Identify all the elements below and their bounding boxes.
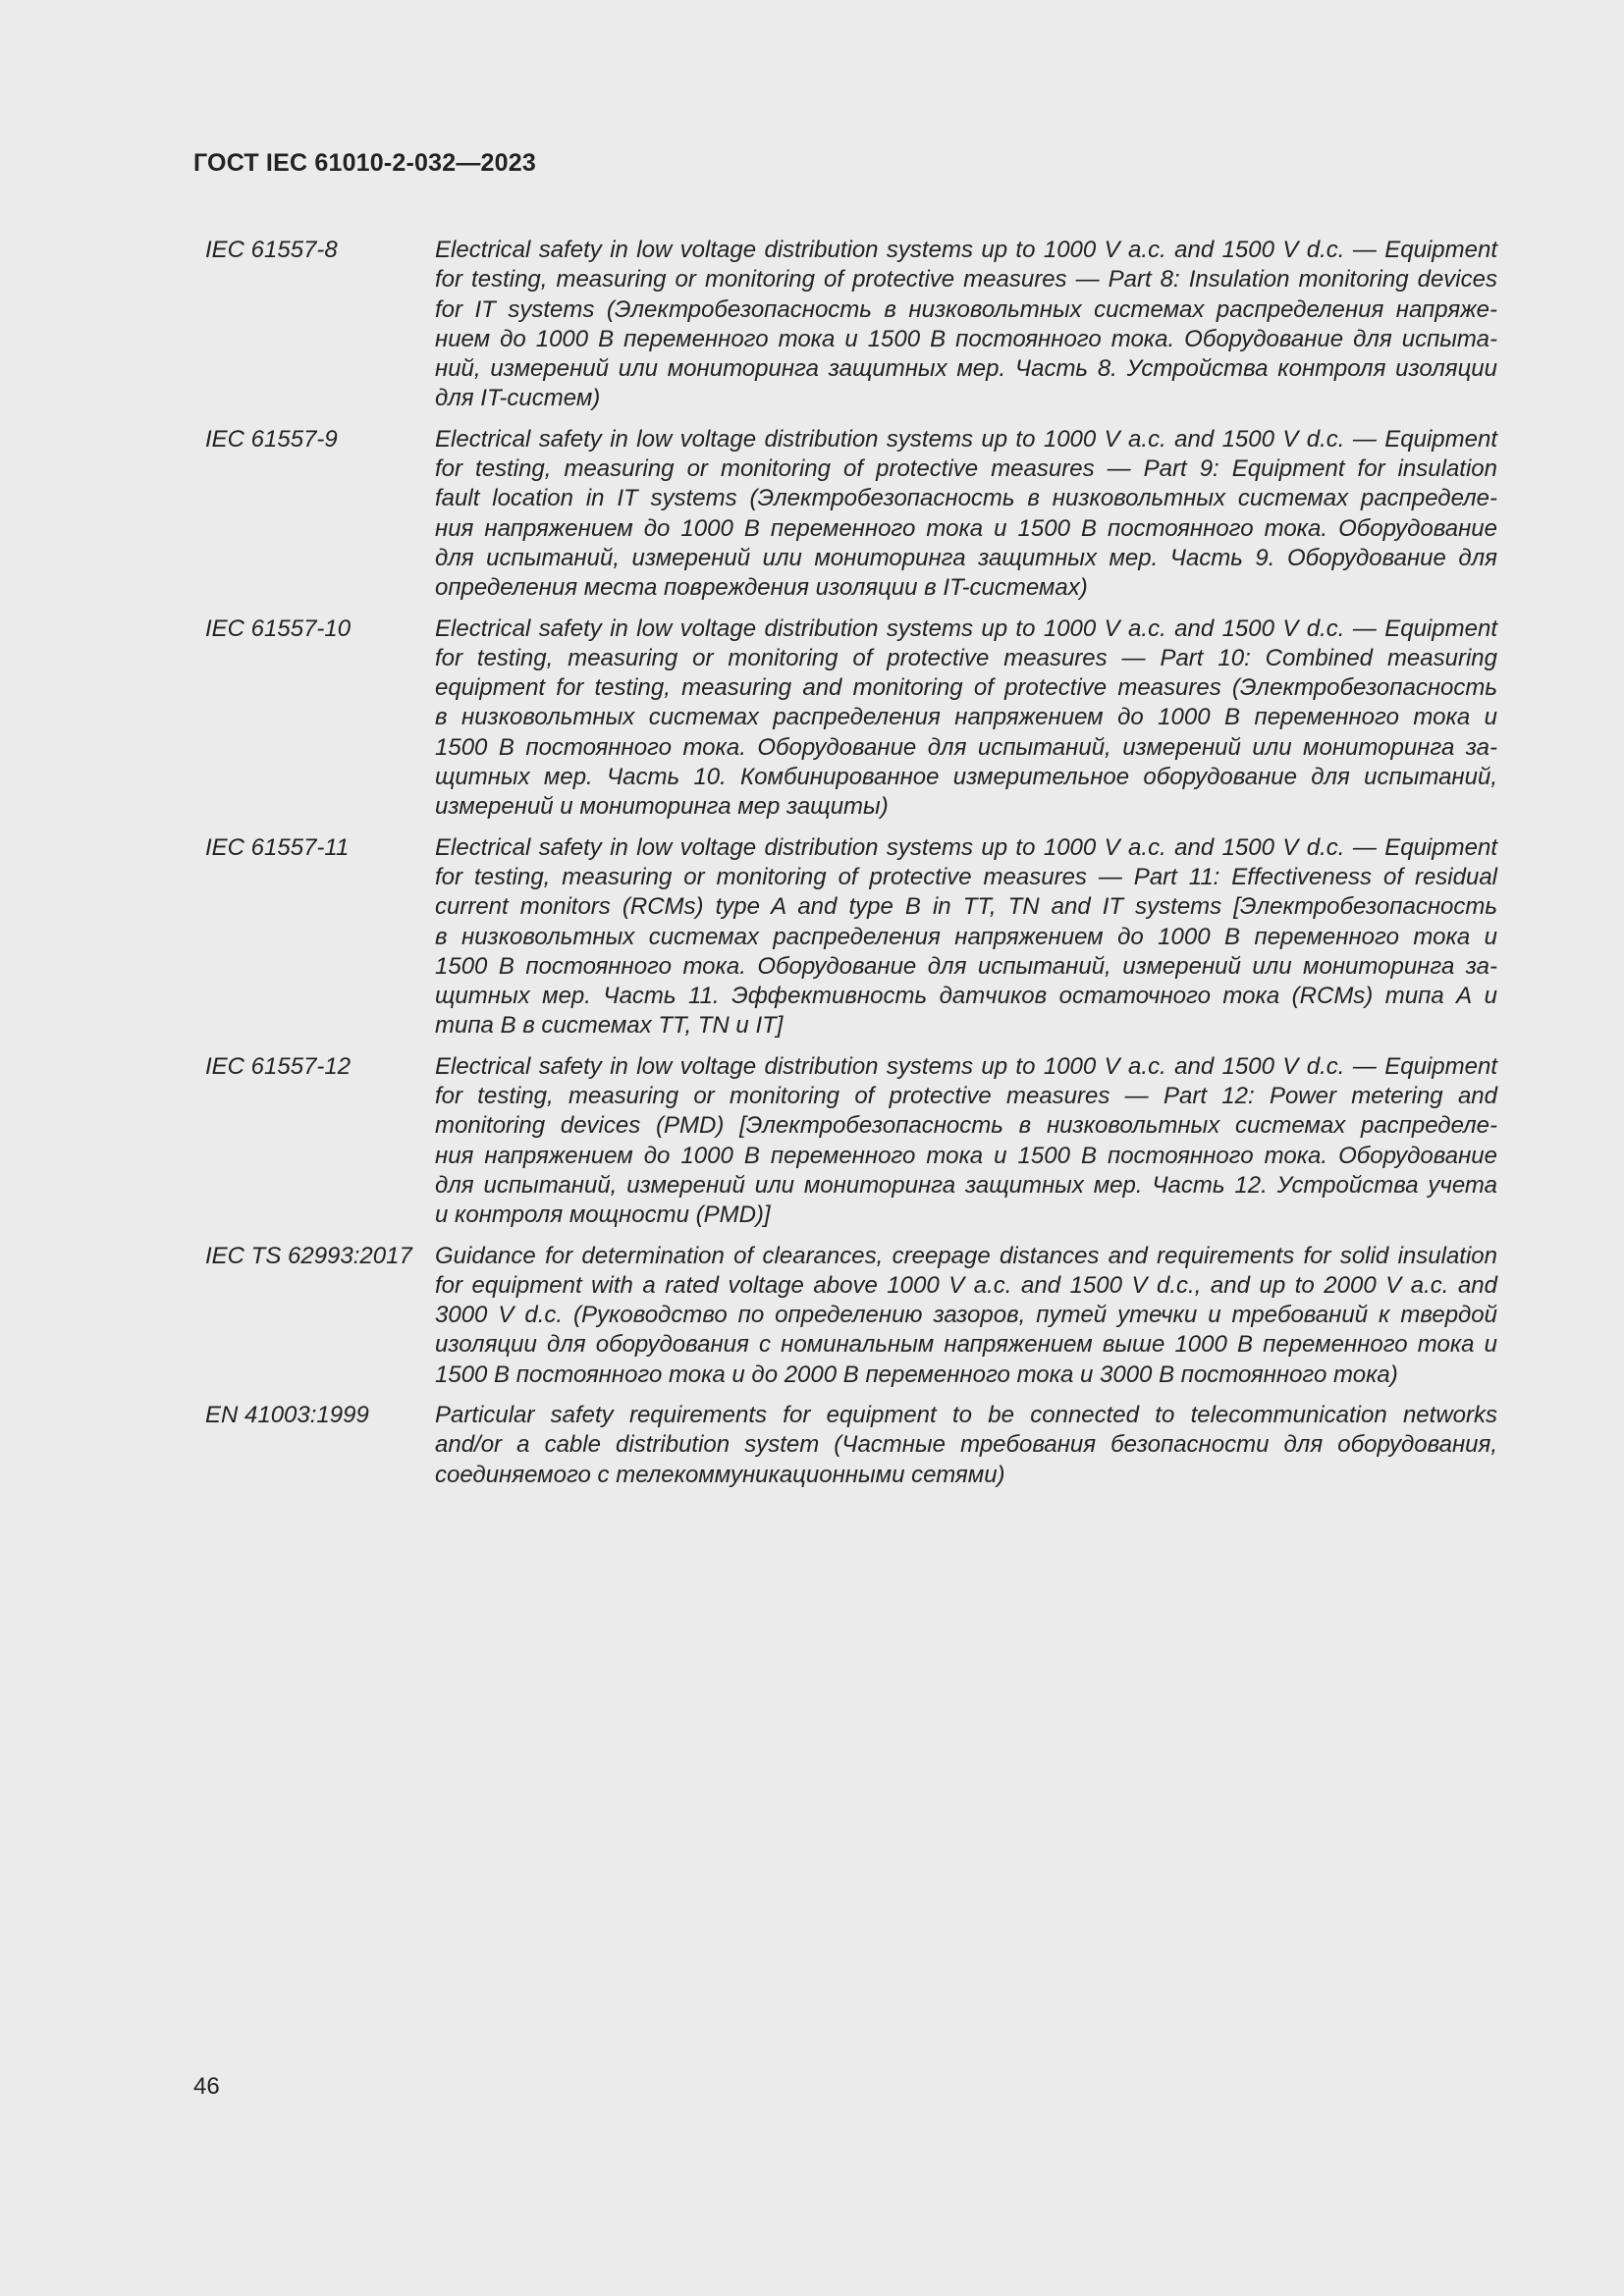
reference-entry xyxy=(205,614,1497,823)
reference-title-line: и контроля мощности (PMD)] xyxy=(435,1201,771,1229)
reference-code: IEC 61557-9 xyxy=(205,425,338,453)
reference-title-line: щитных мер. Часть 11. Эффективность датчиков остаточного тока (RCMs) типа А и xyxy=(435,983,1497,1010)
reference-code: IEC 61557-12 xyxy=(205,1052,352,1080)
reference-title-line: в низковольтных системах распределения напряжением до 1000 В переменного тока и xyxy=(435,704,1497,731)
reference-title-line: Electrical safety in low voltage distribution systems up to 1000 V a.c. and 1500 V d.c. — Equipment xyxy=(435,1052,1497,1080)
reference-code: IEC 61557-8 xyxy=(205,237,338,263)
reference-title-line: для испытаний, измерений или мониторинга защитных мер. Часть 9. Оборудование для xyxy=(435,544,1497,571)
reference-title-line: Electrical safety in low voltage distribution systems up to 1000 V a.c. and 1500 V d.c. — Equipment xyxy=(435,237,1497,263)
reference-title xyxy=(435,1242,1497,1390)
reference-title xyxy=(435,833,1497,1041)
reference-title-line: изоляции для оборудования с номинальным напряжением выше 1000 В переменного тока и xyxy=(435,1331,1497,1359)
reference-entry xyxy=(205,425,1497,604)
reference-entry xyxy=(205,1052,1497,1231)
reference-title-line: for testing, measuring or monitoring of protective measures — Part 9: Equipment for insulation xyxy=(435,455,1497,483)
reference-title-line: for testing, measuring or monitoring of protective measures — Part 11: Effectiveness of residual xyxy=(435,863,1497,890)
reference-code: IEC 61557-10 xyxy=(205,614,352,642)
reference-title xyxy=(435,614,1497,823)
reference-title-line: соединяемого с телекоммуникационными сетями) xyxy=(435,1461,1005,1488)
reference-title-line: для испытаний, измерений или мониторинга защитных мер. Часть 12. Устройства учета xyxy=(435,1171,1497,1199)
normative-references-list xyxy=(205,236,1497,1501)
reference-title xyxy=(435,425,1497,604)
reference-title-line: 1500 В постоянного тока. Оборудование для испытаний, измерений или мониторинга за- xyxy=(435,733,1497,761)
reference-title-line: ний, измерений или мониторинга защитных мер. Часть 8. Устройства контроля изоляции xyxy=(435,355,1497,383)
reference-title-line: для IT-систем) xyxy=(435,385,601,412)
page-header: ГОСТ IEC 61010-2-032—2023 xyxy=(193,149,536,177)
reference-title xyxy=(435,1052,1497,1231)
reference-title-line: 1500 В постоянного тока и до 2000 В переменного тока и 3000 В постоянного тока) xyxy=(435,1361,1398,1388)
reference-title-line: equipment for testing, measuring and monitoring of protective measures (Электробезопасность xyxy=(435,674,1497,702)
reference-title-line: измерений и мониторинга мер защиты) xyxy=(435,793,889,821)
reference-title-line: Electrical safety in low voltage distribution systems up to 1000 V a.c. and 1500 V d.c. — Equipment xyxy=(435,425,1497,453)
reference-title-line: ния напряжением до 1000 В переменного тока и 1500 В постоянного тока. Оборудование xyxy=(435,1142,1497,1169)
reference-title-line: определения места повреждения изоляции в IT-системах) xyxy=(435,574,1088,602)
reference-title-line: 3000 V d.c. (Руководство по определению зазоров, путей утечки и требований к твердой xyxy=(435,1302,1497,1329)
reference-entry xyxy=(205,1242,1497,1390)
reference-title-line: for IT systems (Электробезопасность в низковольтных системах распределения напряже- xyxy=(435,295,1497,323)
reference-title-line: ния напряжением до 1000 В переменного тока и 1500 В постоянного тока. Оборудование xyxy=(435,514,1497,542)
reference-code: IEC 61557-11 xyxy=(205,833,350,861)
reference-title-line: current monitors (RCMs) type A and type B in TT, TN and IT systems [Электробезопасность xyxy=(435,893,1497,921)
reference-title-line: нием до 1000 В переменного тока и 1500 В постоянного тока. Оборудование для испыта- xyxy=(435,325,1497,352)
reference-title-line: Electrical safety in low voltage distribution systems up to 1000 V a.c. and 1500 V d.c. — Equipment xyxy=(435,833,1497,861)
reference-code: EN 41003:1999 xyxy=(205,1401,369,1428)
reference-title-line: Guidance for determination of clearances, creepage distances and requirements for solid insulation xyxy=(435,1242,1497,1269)
reference-title-line: for equipment with a rated voltage above 1000 V a.c. and 1500 V d.c., and up to 2000 V a.c. and xyxy=(435,1271,1497,1299)
reference-title-line: and/or a cable distribution system (Частные требования безопасности для оборудования, xyxy=(435,1431,1497,1459)
reference-title-line: щитных мер. Часть 10. Комбинированное измерительное оборудование для испытаний, xyxy=(435,764,1497,791)
reference-entry xyxy=(205,236,1497,414)
reference-title-line: Particular safety requirements for equipment to be connected to telecommunication networks xyxy=(435,1401,1497,1428)
reference-title-line: 1500 В постоянного тока. Оборудование для испытаний, измерений или мониторинга за- xyxy=(435,952,1497,980)
page-number: 46 xyxy=(193,2073,220,2100)
reference-title-line: в низковольтных системах распределения напряжением до 1000 В переменного тока и xyxy=(435,923,1497,950)
reference-title-line: типа В в системах TT, TN и IT] xyxy=(435,1012,784,1040)
reference-title xyxy=(435,236,1497,414)
reference-title-line: Electrical safety in low voltage distribution systems up to 1000 V a.c. and 1500 V d.c. — Equipment xyxy=(435,614,1497,642)
reference-title-line: monitoring devices (PMD) [Электробезопасность в низковольтных системах распределе- xyxy=(435,1112,1497,1140)
reference-title-line: fault location in IT systems (Электробезопасность в низковольтных системах распределе- xyxy=(435,485,1497,512)
reference-title-line: for testing, measuring or monitoring of protective measures — Part 10: Combined measuring xyxy=(435,644,1497,671)
reference-title-line: for testing, measuring or monitoring of protective measures — Part 12: Power metering and xyxy=(435,1083,1497,1110)
reference-entry xyxy=(205,1401,1497,1490)
reference-code: IEC TS 62993:2017 xyxy=(205,1242,412,1269)
reference-entry xyxy=(205,833,1497,1041)
reference-title-line: for testing, measuring or monitoring of protective measures — Part 8: Insulation monitoring devices xyxy=(435,266,1497,294)
reference-title xyxy=(435,1401,1497,1490)
